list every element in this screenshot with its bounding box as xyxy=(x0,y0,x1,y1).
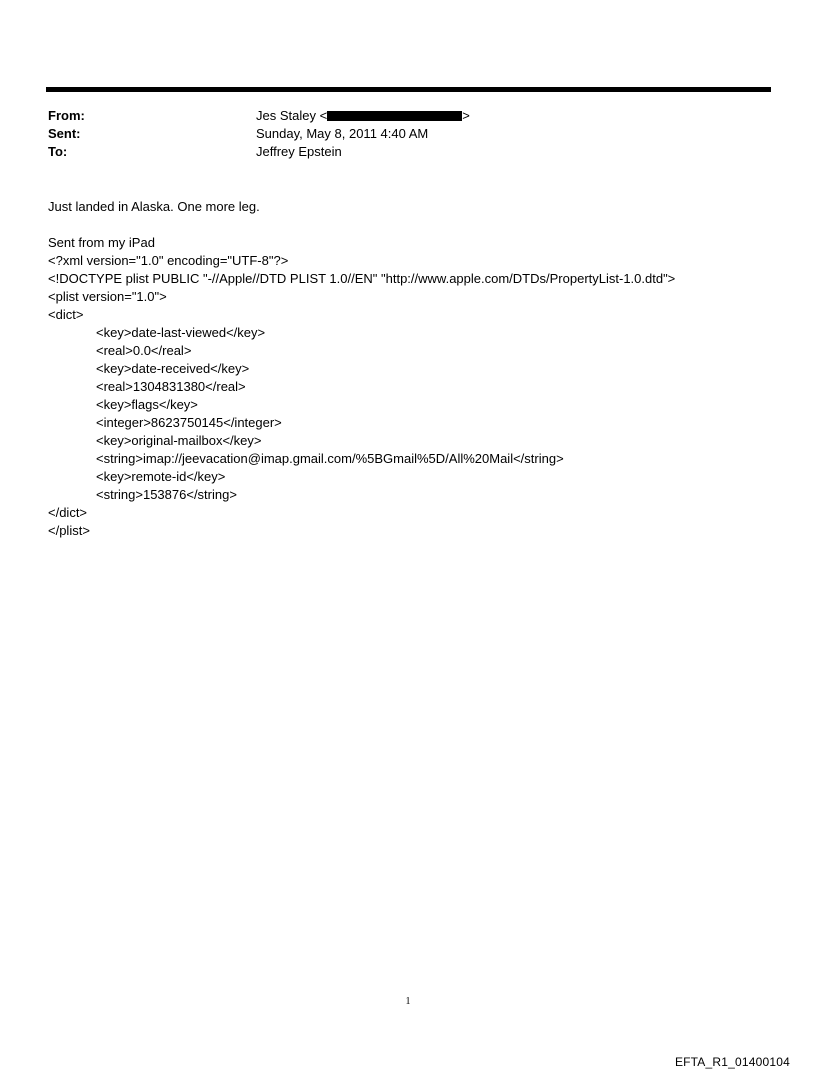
email-body xyxy=(48,198,778,540)
page-number: 1 xyxy=(405,996,411,1007)
to-value: Jeffrey Epstein xyxy=(256,144,342,159)
dict-line: <key>flags</key> xyxy=(96,397,198,412)
dict-line: <key>remote-id</key> xyxy=(96,469,226,484)
from-name: Jes Staley < xyxy=(256,108,328,123)
from-label: From: xyxy=(48,108,85,123)
to-label: To: xyxy=(48,144,68,159)
dict-line: <key>original-mailbox</key> xyxy=(96,433,262,448)
paragraph-gap xyxy=(48,216,778,234)
plist-open-tag: <plist version="1.0"> xyxy=(48,289,167,304)
message-text: Just landed in Alaska. One more leg. xyxy=(48,199,260,214)
sent-label: Sent: xyxy=(48,126,81,141)
dict-line: <string>imap://jeevacation@imap.gmail.com/%5BGmail%5D/All%20Mail</string> xyxy=(96,451,564,466)
from-value xyxy=(256,107,470,125)
xml-declaration: <?xml version="1.0" encoding="UTF-8"?> xyxy=(48,253,289,268)
from-row xyxy=(48,107,748,125)
to-row xyxy=(48,143,748,161)
dict-line: <real>1304831380</real> xyxy=(96,379,246,394)
dict-line: <key>date-received</key> xyxy=(96,361,250,376)
dict-line: <string>153876</string> xyxy=(96,487,237,502)
doctype-line: <!DOCTYPE plist PUBLIC "-//Apple//DTD PLIST 1.0//EN" "http://www.apple.com/DTDs/PropertyList-1.0.dtd"> xyxy=(48,271,676,286)
signature-text: Sent from my iPad xyxy=(48,235,155,250)
dict-line: <integer>8623750145</integer> xyxy=(96,415,282,430)
dict-line: <key>date-last-viewed</key> xyxy=(96,325,266,340)
dict-line: <real>0.0</real> xyxy=(96,343,192,358)
document-id: EFTA_R1_01400104 xyxy=(674,1055,790,1069)
header-rule xyxy=(46,87,771,92)
from-close: > xyxy=(462,108,470,123)
redaction-bar xyxy=(327,111,462,121)
dict-open-tag: <dict> xyxy=(48,307,84,322)
plist-close-tag: </plist> xyxy=(48,523,90,538)
email-header xyxy=(48,107,748,161)
sent-row xyxy=(48,125,748,143)
sent-value: Sunday, May 8, 2011 4:40 AM xyxy=(256,126,429,141)
dict-close-tag: </dict> xyxy=(48,505,88,520)
